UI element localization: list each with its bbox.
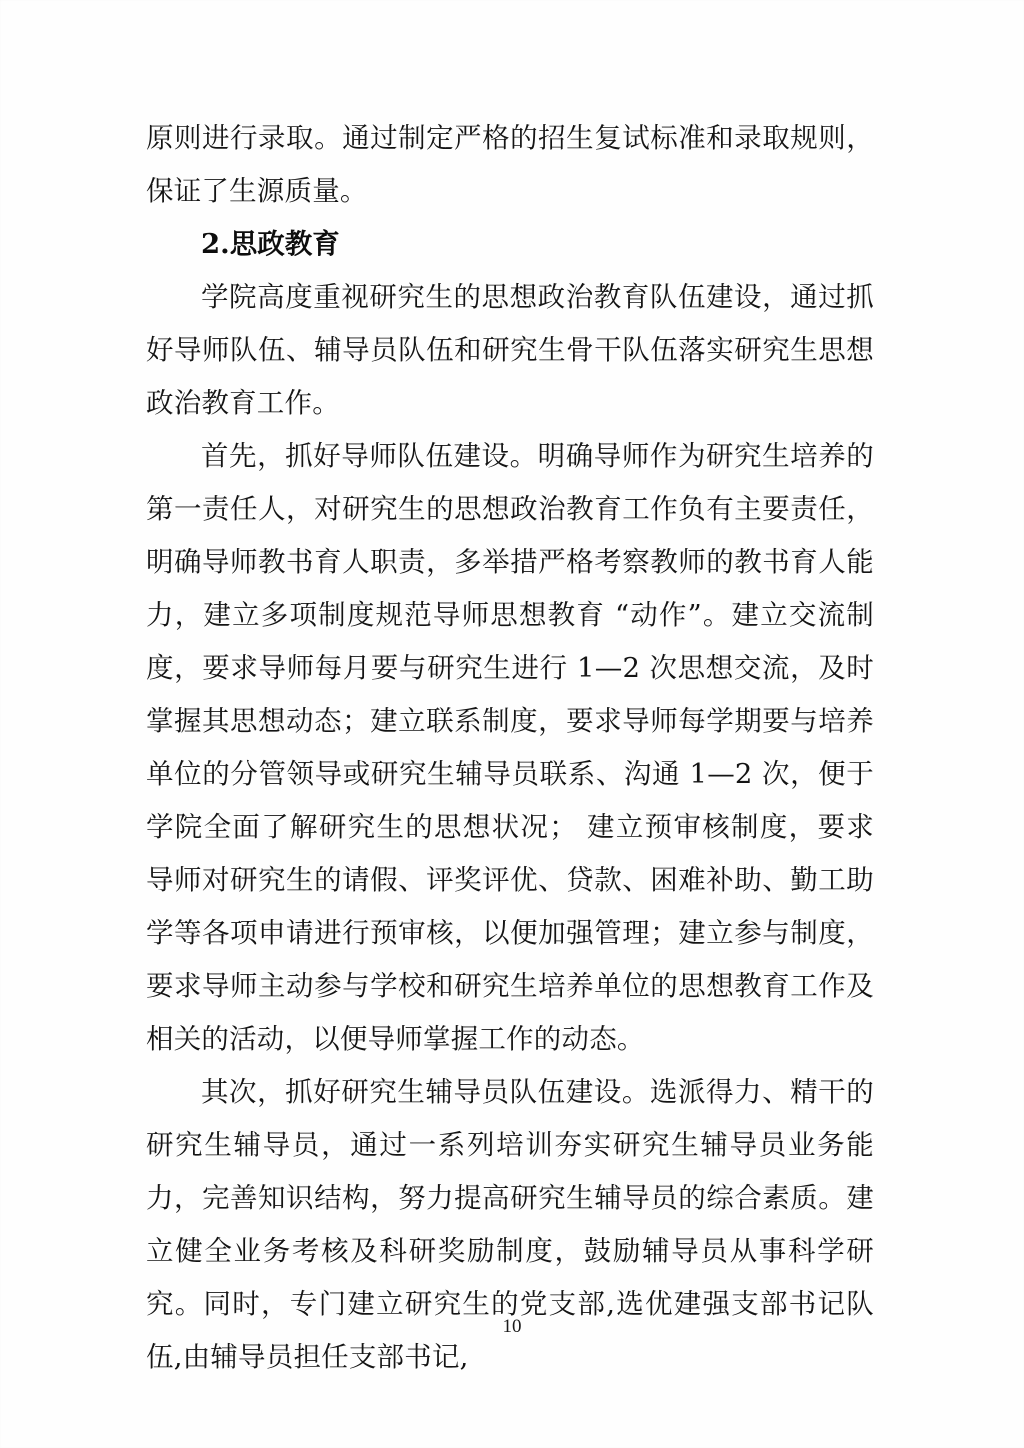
paragraph-counselor-team: 其次，抓好研究生辅导员队伍建设。选派得力、精干的研究生辅导员，通过一系列培训夯实研究生辅导员业务能力，完善知识结构，努力提高研究生辅导员的综合素质。建立健全业务考核及科研奖励制度，鼓励辅导员从事科学研究。同时，专门建立研究生的党支部,选优建强支部书记队伍,由辅导员担任支部书记, xyxy=(146,1076,874,1373)
paragraph-overview: 学院高度重视研究生的思想政治教育队伍建设，通过抓好导师队伍、辅导员队伍和研究生骨干队伍落实研究生思想政治教育工作。 xyxy=(146,281,874,419)
paragraph-advisor-team: 首先，抓好导师队伍建设。明确导师作为研究生培养的第一责任人，对研究生的思想政治教育工作负有主要责任，明确导师教书育人职责，多举措严格考察教师的教书育人能力，建立多项制度规范导师思想教育 “动作”。建立交流制度，要求导师每月要与研究生进行 1—2 次思想交流，及时掌握其思想动态；建立联系制度，要求导师每学期要与培养单位的分管领导或研究生辅导员联系、沟通 1—2 次，便于学院全面了解研究生的思想状况； 建立预审核制度，要求导师对研究生的请假、评奖评优、贷款、困难补助、勤工助学等各项申请进行预审核，以便加强管理；建立参与制度，要求导师主动参与学校和研究生培养单位的思想教育工作及相关的活动，以便导师掌握工作的动态。 xyxy=(146,440,874,1055)
paragraph-continuation: 原则进行录取。通过制定严格的招生复试标准和录取规则，保证了生源质量。 xyxy=(146,122,874,207)
section-heading-sizheng-jiaoyu: 2.思政教育 xyxy=(201,228,340,260)
page-number: 10 xyxy=(502,1316,522,1337)
page-body xyxy=(146,112,874,1384)
